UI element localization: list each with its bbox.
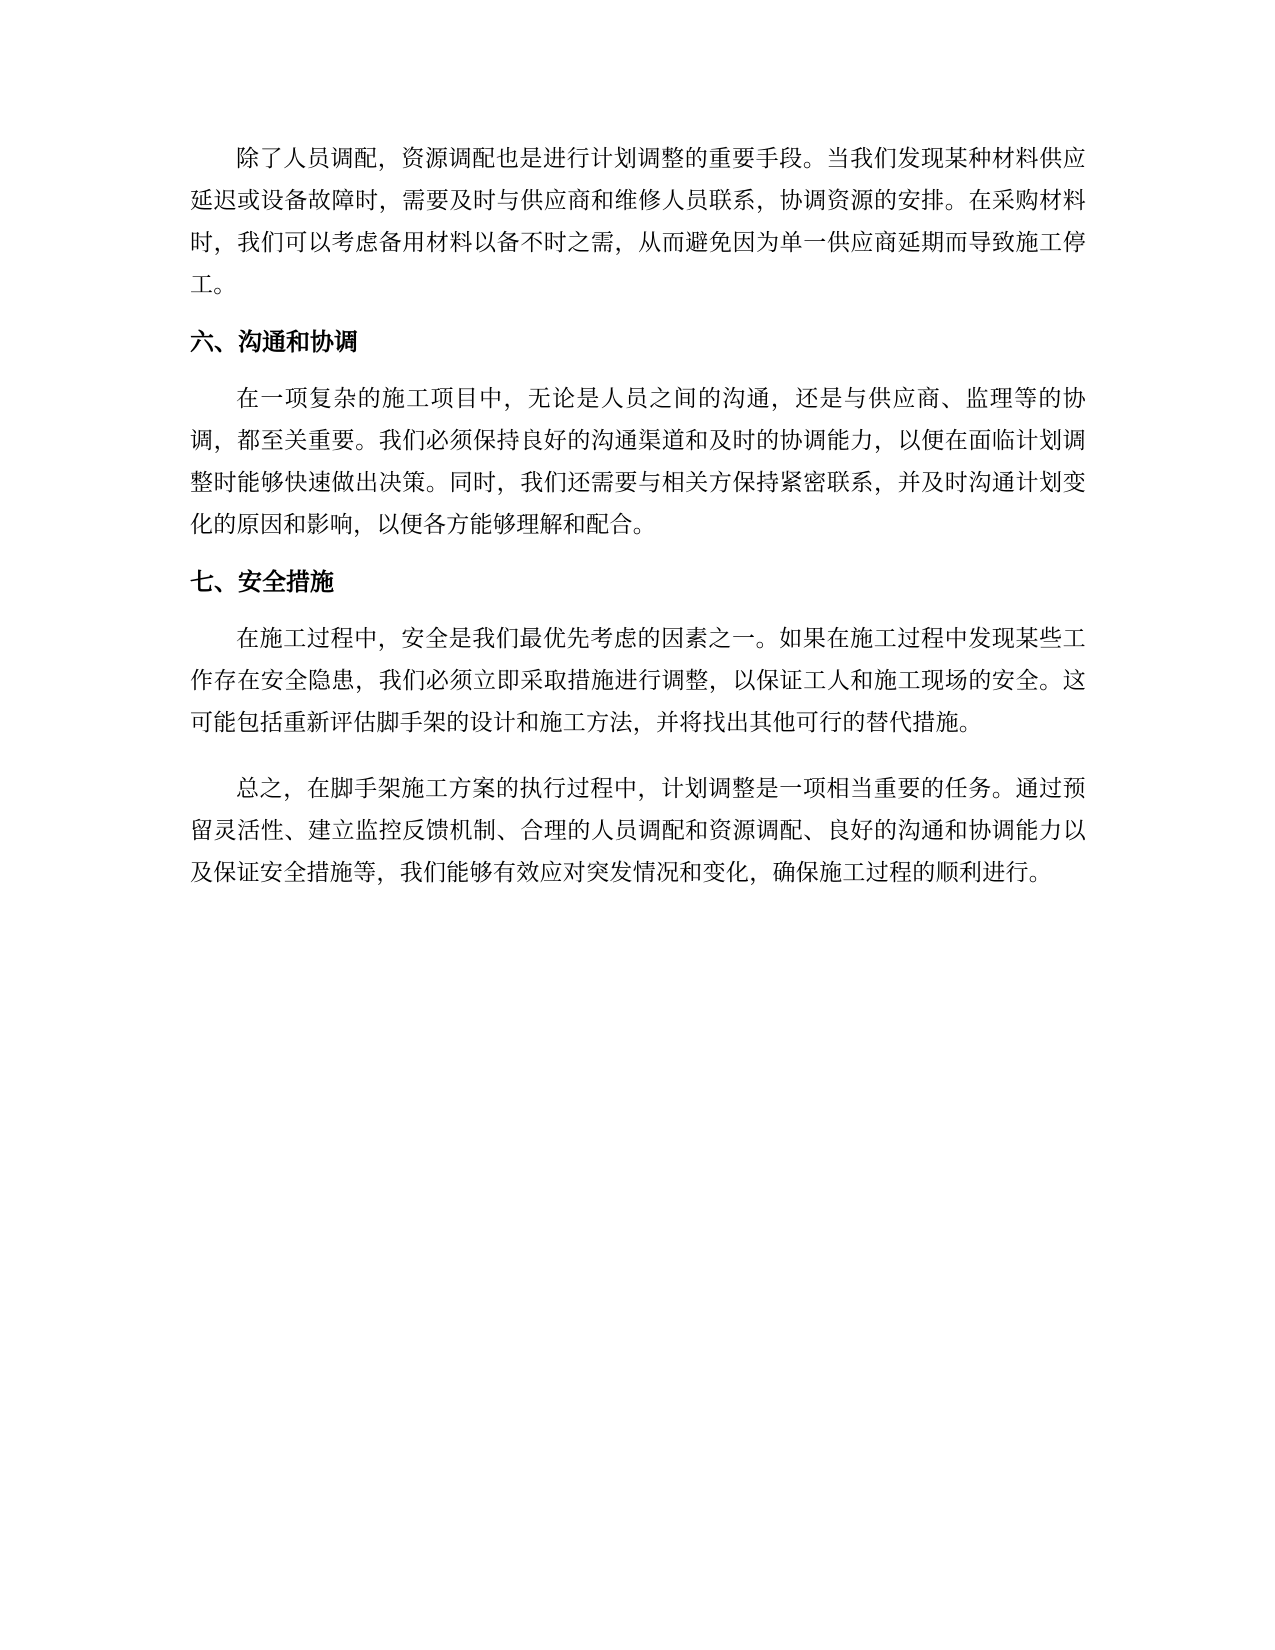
section-heading-communication: 六、沟通和协调 <box>190 328 358 356</box>
paragraph-resource-allocation: 除了人员调配，资源调配也是进行计划调整的重要手段。当我们发现某种材料供应延迟或设备故障时，需要及时与供应商和维修人员联系，协调资源的安排。在采购材料时，我们可以考虑备用材料以备不时之需，从而避免因为单一供应商延期而导致施工停工。 <box>190 146 1086 298</box>
section-heading-safety: 七、安全措施 <box>190 568 334 596</box>
document-page <box>190 138 1086 894</box>
paragraph-communication: 在一项复杂的施工项目中，无论是人员之间的沟通，还是与供应商、监理等的协调，都至关重要。我们必须保持良好的沟通渠道和及时的协调能力，以便在面临计划调整时能够快速做出决策。同时，我们还需要与相关方保持紧密联系，并及时沟通计划变化的原因和影响，以便各方能够理解和配合。 <box>190 386 1086 538</box>
paragraph-safety: 在施工过程中，安全是我们最优先考虑的因素之一。如果在施工过程中发现某些工作存在安全隐患，我们必须立即采取措施进行调整，以保证工人和施工现场的安全。这可能包括重新评估脚手架的设计和施工方法，并将找出其他可行的替代措施。 <box>190 626 1086 736</box>
paragraph-conclusion: 总之，在脚手架施工方案的执行过程中，计划调整是一项相当重要的任务。通过预留灵活性、建立监控反馈机制、合理的人员调配和资源调配、良好的沟通和协调能力以及保证安全措施等，我们能够有效应对突发情况和变化，确保施工过程的顺利进行。 <box>190 776 1086 886</box>
